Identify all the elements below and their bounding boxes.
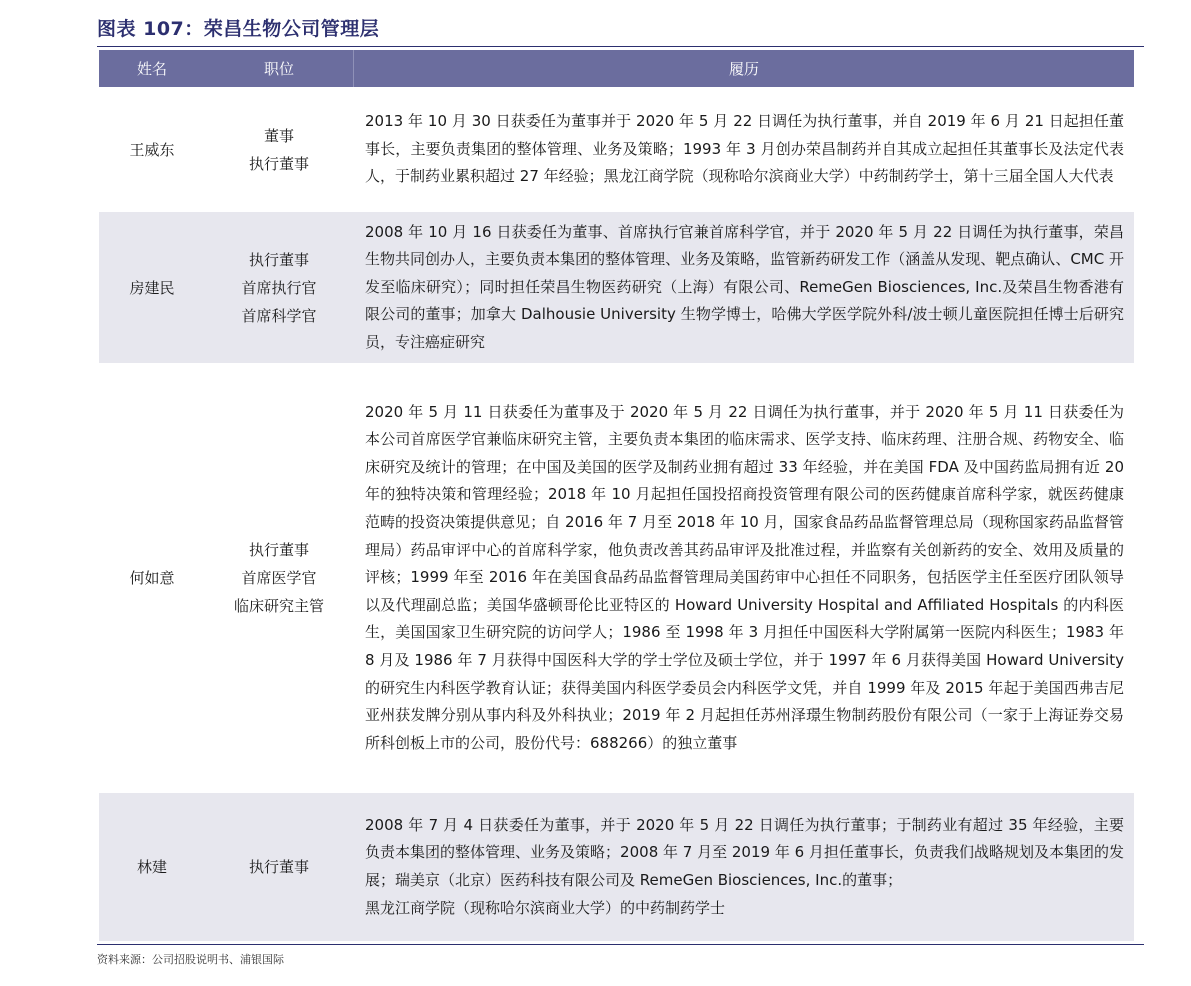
position-label: 首席执行官 [241, 278, 317, 297]
person-history [353, 87, 1134, 212]
management-table [99, 50, 1134, 941]
top-divider [97, 46, 1144, 47]
position-label: 董事 [263, 126, 294, 145]
person-history [353, 363, 1134, 793]
position-label: 临床研究主管 [233, 597, 324, 615]
table-header-row [99, 50, 1134, 87]
person-positions [205, 363, 353, 793]
bottom-divider [97, 944, 1144, 945]
person-history [353, 793, 1134, 941]
figure-title: 图表 107：荣昌生物公司管理层 [97, 18, 380, 40]
person-positions [205, 212, 353, 363]
table-row [99, 212, 1134, 363]
table-row [99, 793, 1134, 941]
table-row [99, 363, 1134, 793]
position-label: 执行董事 [248, 154, 309, 173]
position-label: 执行董事 [248, 250, 309, 269]
person-name: 王威东 [99, 87, 205, 212]
person-name: 房建民 [99, 212, 205, 363]
history-text: 2008 年 10 月 16 日获委任为董事、首席执行官兼首席科学官，并于 2020 年 5 月 22 日调任为执行董事，荣昌生物共同创办人，主要负责本集团的整体管理、业务及策略，监管新药研发工作（涵盖从发现、靶点确认、CMC 开发至临床研究）；同时担任荣昌生物医药研究（上海）有限公司、RemeGen Biosciences, Inc.及荣昌生物香港有限公司的董事；加拿大 Dalhousie University 生物学博士，哈佛大学医学院外科/波士顿儿童医院担任博士后研究员，专注癌症研究 [365, 222, 1124, 351]
person-positions [205, 87, 353, 212]
person-name: 林建 [99, 793, 205, 941]
position-label: 执行董事 [248, 541, 309, 559]
header-position: 职位 [205, 50, 353, 87]
header-name: 姓名 [99, 50, 205, 87]
person-name: 何如意 [99, 363, 205, 793]
history-text: 2020 年 5 月 11 日获委任为董事及于 2020 年 5 月 22 日调任为执行董事，并于 2020 年 5 月 11 日获委任为本公司首席医学官兼临床研究主管，主要负责本集团的临床需求、医学支持、临床药理、注册合规、药物安全、临床研究及统计的管理；在中国及美国的医学及制药业拥有超过 33 年经验，并在美国 FDA 及中国药监局拥有近 20 年的独特决策和管理经验；2018 年 10 月起担任国投招商投资管理有限公司的医药健康首席科学家，就医药健康范畴的投资决策提供意见；自 2016 年 7 月至 2018 年 10 月，国家食品药品监督管理总局（现称国家药品监督管理局）药品审评中心的首席科学家，他负责改善其药品审评及批准过程，并监察有关创新药的安全、效用及质量的评核；1999 年至 2016 年在美国食品药品监督管理局美国药审中心担任不同职务，包括医学主任至医疗团队领导以及代理副总监；美国华盛顿哥伦比亚特区的 Howard University Hospital and Affiliated Hospitals 的内科医生，美国国家卫生研究院的访问学人；1986 至 1998 年 3 月担任中国医科大学附属第一医院内科医生；1983 年 8 月及 1986 年 7 月获得中国医科大学的学士学位及硕士学位，并于 1997 年 6 月获得美国 Howard University 的研究生内科医学教育认证；获得美国内科医学委员会内科医学文凭，并自 1999 年及 2015 年起于美国西弗吉尼亚州获发牌分别从事内科及外科执业；2019 年 2 月起担任苏州泽璟生物制药股份有限公司（一家于上海证券交易所科创板上市的公司，股份代号：688266）的独立董事 [365, 402, 1124, 752]
person-positions [205, 793, 353, 941]
position-label: 执行董事 [248, 858, 309, 876]
source-note: 资料来源：公司招股说明书、浦银国际 [97, 953, 284, 966]
table-row [99, 87, 1134, 212]
history-text: 2013 年 10 月 30 日获委任为董事并于 2020 年 5 月 22 日调任为执行董事，并自 2019 年 6 月 21 日起担任董事长，主要负责集团的整体管理、业务及策略；1993 年 3 月创办荣昌制药并自其成立起担任其董事长及法定代表人，于制药业累积超过 27 年经验；黑龙江商学院（现称哈尔滨商业大学）中药制药学士，第十三届全国人大代表 [365, 112, 1124, 186]
position-label: 首席医学官 [241, 569, 317, 587]
header-history: 履历 [353, 50, 1134, 87]
history-text: 2008 年 7 月 4 日获委任为董事，并于 2020 年 5 月 22 日调任为执行董事；于制药业有超过 35 年经验，主要负责本集团的整体管理、业务及策略；2008 年 7 月至 2019 年 6 月担任董事长，负责我们战略规划及本集团的发展；瑞美京（北京）医药科技有限公司及 RemeGen Biosciences, Inc.的董事； [365, 815, 1124, 889]
person-history [353, 212, 1134, 363]
position-label: 首席科学官 [241, 306, 317, 325]
history-text: 黑龙江商学院（现称哈尔滨商业大学）的中药制药学士 [365, 898, 726, 917]
